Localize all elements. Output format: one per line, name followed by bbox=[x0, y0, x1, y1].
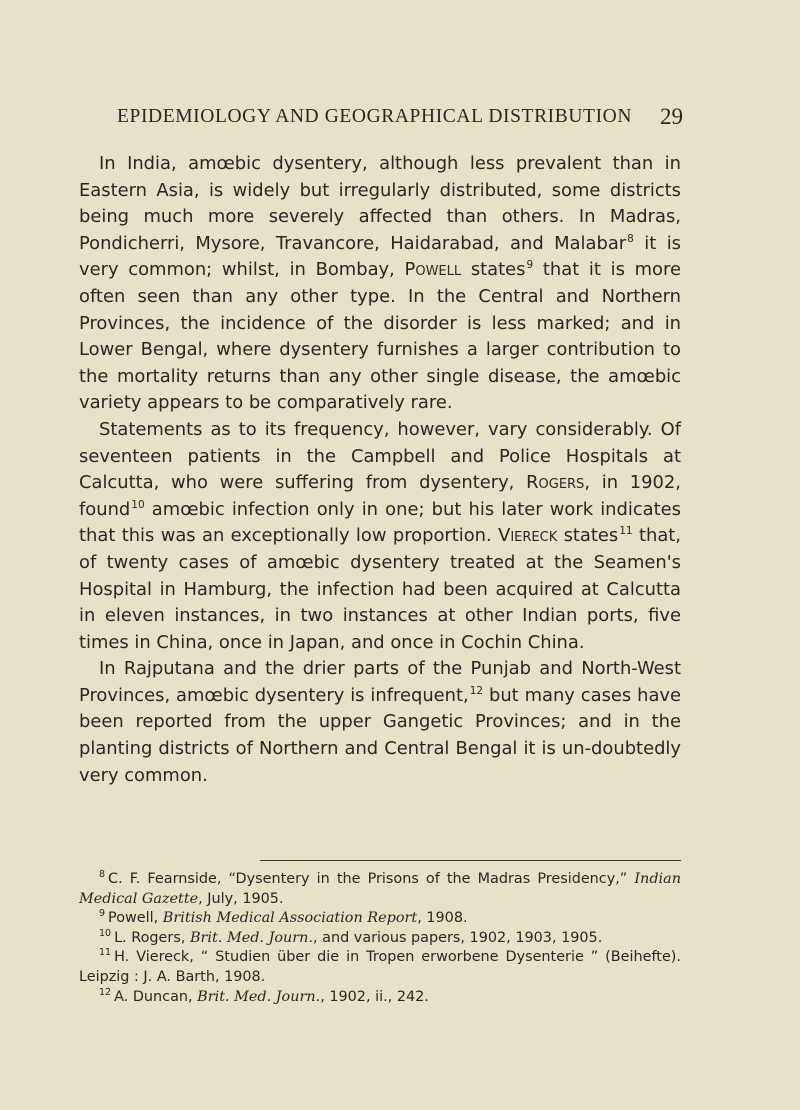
footnote-text: A. Duncan, bbox=[114, 988, 198, 1005]
text-run: In India, amœbic dysentery, although less prevalent than in Eastern Asia, is widely but irregularly distributed, some districts being much more severely affected than others. In Madras, Pondicherri, Mysore, Travancore, Haidarabad, and Malabar bbox=[79, 153, 681, 254]
journal-title: Brit. Med. Journ. bbox=[197, 988, 321, 1005]
text-run: , in 1902, found bbox=[79, 472, 681, 520]
footnote-text: L. Rogers, bbox=[114, 929, 190, 946]
footnote-number: 8 bbox=[99, 869, 106, 880]
paragraph-frequency bbox=[79, 417, 681, 656]
footnote-8 bbox=[79, 870, 681, 909]
text-run: states bbox=[461, 259, 526, 281]
running-head: EPIDEMIOLOGY AND GEOGRAPHICAL DISTRIBUTION bbox=[117, 106, 633, 127]
footnote-text: Powell, bbox=[108, 910, 163, 927]
footnote-text: , and various papers, 1902, 1903, 1905. bbox=[313, 929, 603, 946]
footnote-text: , July, 1905. bbox=[198, 890, 284, 907]
author-name: Viereck bbox=[498, 525, 558, 547]
footnote-text: C. F. Fearnside, “Dysentery in the Prisons of the Madras Presidency,” bbox=[108, 871, 635, 887]
text-run: amœbic infection only in one; but his later work indicates that this was an exceptionally low proportion. bbox=[79, 498, 681, 547]
author-name: Powell bbox=[404, 259, 462, 281]
journal-title: British Medical Association Report bbox=[162, 910, 418, 927]
footnote-9 bbox=[79, 909, 681, 929]
footnote-11 bbox=[79, 948, 681, 987]
journal-title: Brit. Med. Journ. bbox=[189, 929, 313, 946]
footnote-number: 10 bbox=[99, 927, 112, 939]
author-name: Rogers bbox=[526, 472, 585, 494]
page-header bbox=[117, 106, 683, 136]
footnote-number: 11 bbox=[99, 947, 112, 959]
text-run: that it is more often seen than any other type. In the Central and Northern Provinces, the incidence of the disorder is less marked; and in Lower Bengal, where dysentery furnishes a larger contribution to the mortality returns than any other single disease, the amœbic variety appears to be comparatively rare. bbox=[79, 259, 681, 414]
footnote-divider bbox=[260, 860, 681, 861]
footnote-ref: 11 bbox=[619, 525, 633, 538]
text-run: In Rajputana and the drier parts of the Punjab and North-West Provinces, amœbic dysentery is infrequent, bbox=[79, 658, 681, 706]
text-run: states bbox=[557, 525, 619, 547]
footnote-text: , 1908. bbox=[417, 910, 468, 927]
text-run: that, of twenty cases of amœbic dysentery treated at the Seamen's Hospital in Hamburg, the infection had been acquired at Calcutta in eleven instances, in two instances at other Indian ports, five times in China, once in Japan, and once in Cochin China. bbox=[79, 525, 681, 653]
text-run: it is very common; whilst, in Bombay, bbox=[79, 232, 681, 281]
footnote-10 bbox=[79, 929, 681, 949]
footnote-ref: 10 bbox=[131, 498, 145, 511]
footnotes bbox=[79, 870, 681, 1007]
body-text bbox=[79, 151, 681, 789]
footnote-text: , 1902, ii., 242. bbox=[320, 988, 429, 1005]
footnote-number: 9 bbox=[99, 908, 106, 920]
text-run: but many cases have been reported from the upper Gangetic Provinces; and in the planting districts of Northern and Central Bengal it is un-doubtedly very common. bbox=[79, 684, 682, 786]
paragraph-india bbox=[79, 151, 681, 417]
footnote-text: H. Viereck, “ Studien über die in Tropen erworbene Dysenterie ” (Beihefte). Leipzig : J. A. Barth, 1908. bbox=[79, 949, 681, 985]
text-run: Statements as to its frequency, however, vary considerably. Of seventeen patients in the Campbell and Police Hospitals at Calcutta, who were suffering from dysentery, bbox=[79, 418, 681, 494]
footnote-number: 12 bbox=[99, 986, 112, 998]
paragraph-rajputana bbox=[79, 656, 681, 789]
footnote-ref: 8 bbox=[627, 232, 634, 245]
footnote-12 bbox=[79, 988, 681, 1008]
footnote-ref: 9 bbox=[526, 259, 534, 272]
journal-title: Indian Medical Gazette bbox=[79, 871, 681, 907]
footnote-ref: 12 bbox=[469, 684, 484, 697]
page-number: 29 bbox=[660, 104, 683, 129]
